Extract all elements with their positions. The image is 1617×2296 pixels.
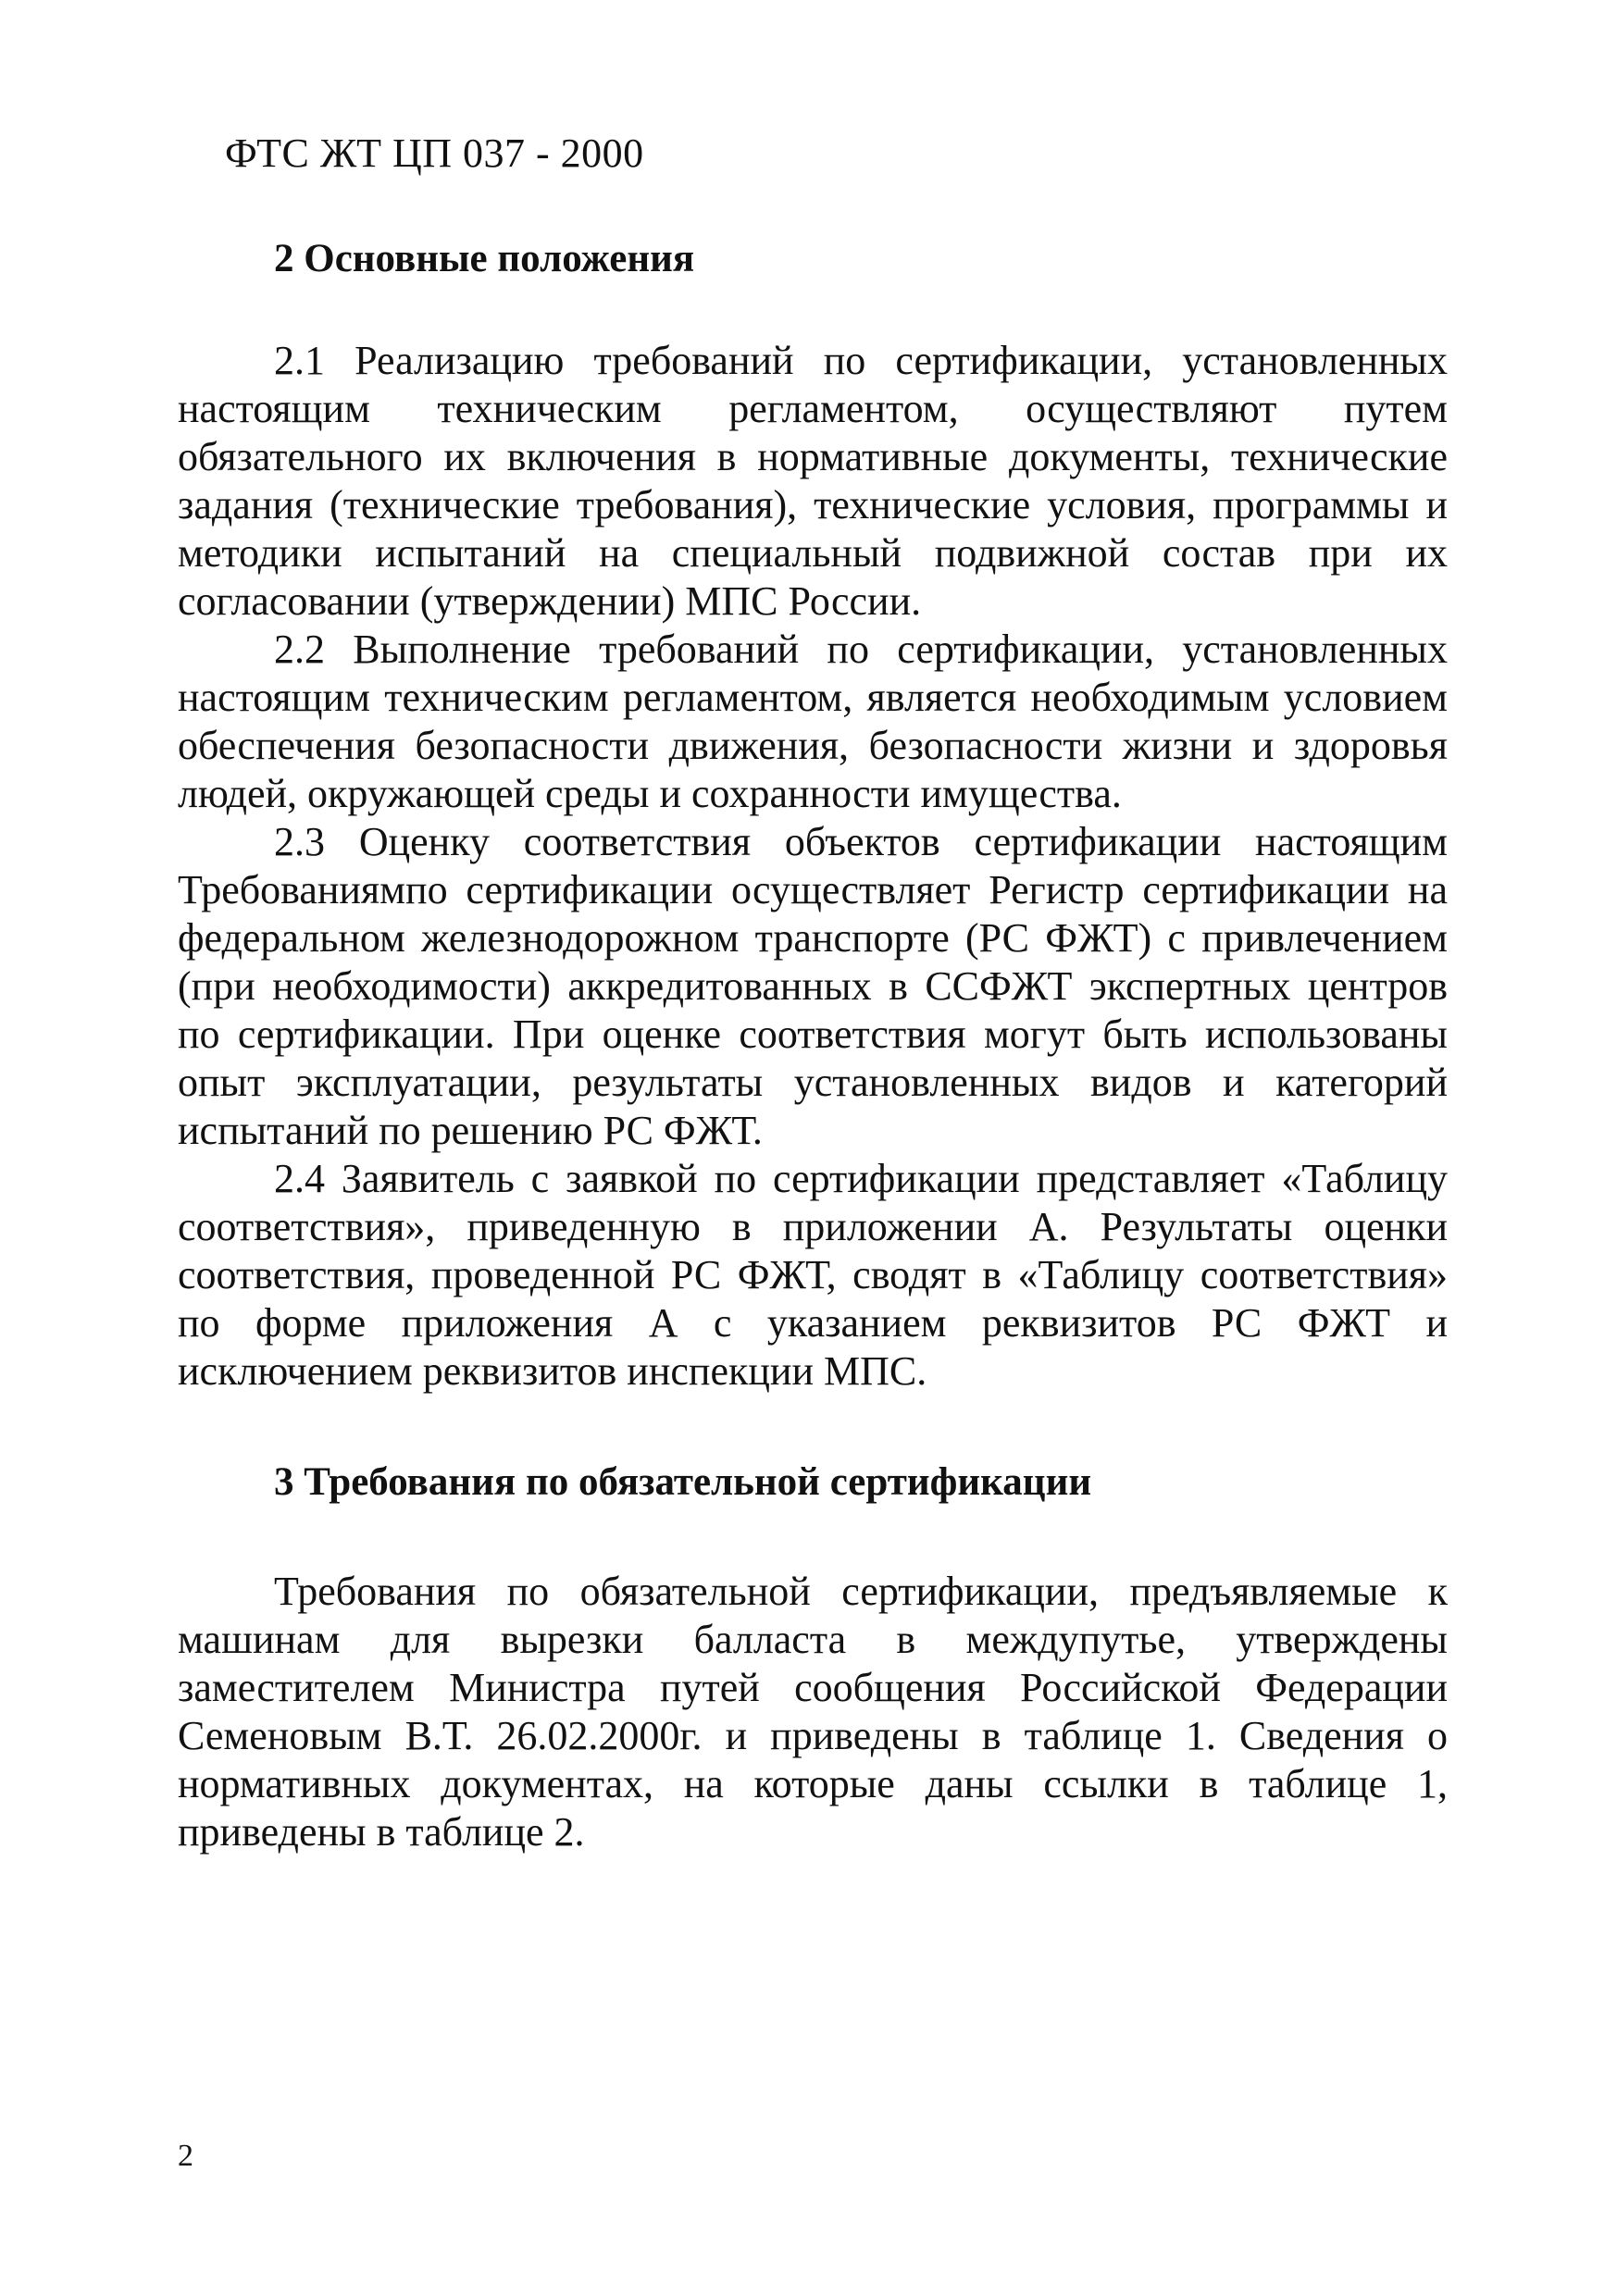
page-content (178, 231, 1448, 1856)
page-number: 2 (178, 2139, 193, 2173)
section-3-title: 3 Требования по обязательной сертификации (274, 1460, 1092, 1504)
section-3-body (178, 1568, 1448, 1856)
section-2-title: 2 Основные положения (274, 237, 695, 280)
paragraph-2-2: 2.2 Выполнение требований по сертификации, установленных настоящим техническим регламентом, является необходимым условием обеспечения безопасности движения, безопасности жизни и здоровья людей, окружающей среды и сохранности имущества. (178, 627, 1448, 816)
section-2-body (178, 337, 1448, 1396)
paragraph-2-4: 2.4 Заявитель с заявкой по сертификации представляет «Таблицу соответствия», приведенную в приложении А. Результаты оценки соответствия, проведенной РС ФЖТ, сводят в «Таблицу соответствия» по форме приложения А с указанием реквизитов РС ФЖТ и исключением реквизитов инспекции МПС. (178, 1156, 1448, 1394)
document-code-header: ФТС ЖТ ЦП 037 - 2000 (225, 130, 644, 176)
paragraph-2-3: 2.3 Оценку соответствия объектов сертификации настоящим Требованиямпо сертификации осуществляет Регистр сертификации на федеральном железнодорожном транспорте (РС ФЖТ) с привлечением (при необходимости) аккредитованных в ССФЖТ экспертных центров по сертификации. При оценке соответствия могут быть использованы опыт эксплуатации, результаты установленных видов и категорий испытаний по решению РС ФЖТ. (178, 819, 1448, 1153)
paragraph-3-intro: Требования по обязательной сертификации, предъявляемые к машинам для вырезки балласта в междупутье, утверждены заместителем Министра путей сообщения Российской Федерации Семеновым В.Т. 26.02.2000г. и приведены в таблице 1. Сведения о нормативных документах, на которые даны ссылки в таблице 1, приведены в таблице 2. (178, 1569, 1448, 1855)
paragraph-2-1: 2.1 Реализацию требований по сертификации, установленных настоящим техническим регламентом, осуществляют путем обязательного их включения в нормативные документы, технические задания (технические требования), технические условия, программы и методики испытаний на специальный подвижной состав при их согласовании (утверждении) МПС России. (178, 338, 1448, 624)
